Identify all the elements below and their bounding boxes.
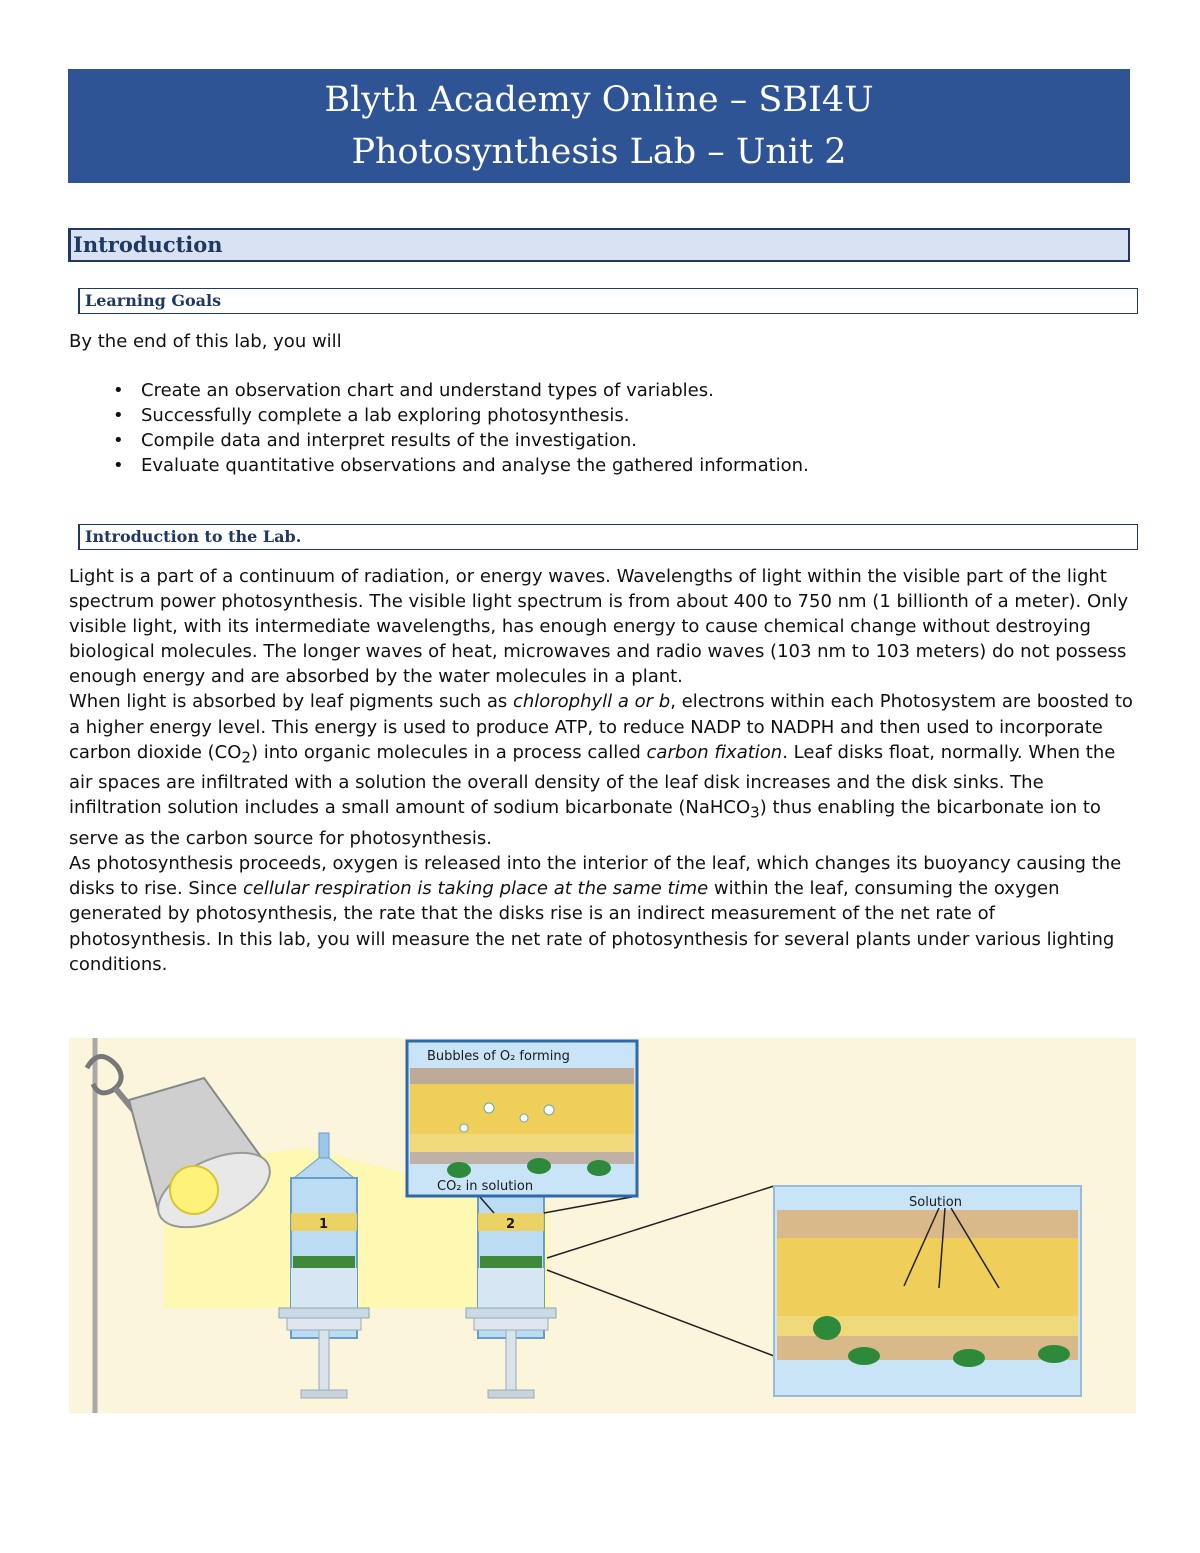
emphasis-carbon-fixation: carbon fixation [646,741,783,763]
title-line-1: Blyth Academy Online – SBI4U [324,80,874,120]
text-run: As photosynthesis proceeds, oxygen is released into the interior of the leaf, which changes its buoyancy causing the disks to rise. Since [69,853,1122,900]
learning-goals-heading: Learning Goals [78,288,1138,314]
inset-right [774,1186,1081,1396]
lab-intro-paragraph-2 [69,689,1139,851]
co2-label: CO₂ in solution [437,1179,534,1194]
text-run: ) into organic molecules in a process called [250,741,647,763]
lab-intro-heading: Introduction to the Lab. [78,524,1138,550]
text-run: . Leaf disks float, normally. When the air spaces are infiltrated with a solution the overall density of the leaf disk increases and the disk sinks. The infiltration solution includes a small amount of sodium bicarbonate (NaHCO [69,741,1116,819]
leaf-disk-figure [69,1038,1136,1413]
text-run: within the leaf, consuming the oxygen generated by photosynthesis, the rate that the disks rise is an indirect measurement of the net rate of photosynthesis. In this lab, you will measure the net rate of photosynthesis for several plants under various lighting conditions. [69,878,1115,975]
title-banner [68,69,1130,183]
bubbles-label: Bubbles of O₂ forming [427,1049,570,1064]
solution-label: Solution [909,1195,962,1210]
emphasis-respiration: cellular respiration is taking place at the same time [242,878,709,900]
lab-intro-body [69,564,1139,977]
syringe-1-label: 1 [319,1217,329,1232]
lab-intro-paragraph-3 [69,851,1139,976]
leaf-disk-illustration [69,1038,1136,1413]
learning-goals-lead: By the end of this lab, you will [69,331,342,352]
text-run: When light is absorbed by leaf pigments such as [69,691,513,713]
subscript: 2 [241,748,251,767]
lab-intro-paragraph-1: Light is a part of a continuum of radiation, or energy waves. Wavelengths of light within the visible part of the light spectrum power photosynthesis. The visible light spectrum is from about 400 to 750 nm (1 billionth of a meter). Only visible light, with its intermediate wavelengths, has enough energy to cause chemical change without destroying biological molecules. The longer waves of heat, microwaves and radio waves (103 nm to 103 meters) do not possess enough energy and are absorbed by the water molecules in a plant. [69,566,1129,688]
learning-goal-item: • Create an observation chart and understand types of variables. [69,378,809,403]
text-run: ) thus enabling the bicarbonate ion to serve as the carbon source for photosynthesis. [69,797,1101,850]
learning-goal-item: • Evaluate quantitative observations and analyse the gathered information. [69,453,809,478]
subscript: 3 [750,804,760,823]
learning-goals-list [69,378,809,478]
section-introduction-heading: Introduction [68,228,1130,262]
syringe-2-label: 2 [506,1217,516,1232]
learning-goal-item: • Successfully complete a lab exploring photosynthesis. [69,403,809,428]
text-run: , electrons within each Photosystem are boosted to a higher energy level. This energy is used to produce ATP, to reduce NADP to NADPH and then used to incorporate carbon dioxide (CO [69,691,1133,763]
light-bulb [170,1166,218,1214]
callout-line [544,1196,637,1213]
inset-top [407,1041,637,1196]
learning-goal-item: • Compile data and interpret results of the investigation. [69,428,809,453]
zoom-line [547,1270,774,1356]
emphasis-chlorophyll: chlorophyll a or b [512,691,671,713]
title-line-2: Photosynthesis Lab – Unit 2 [351,132,847,172]
